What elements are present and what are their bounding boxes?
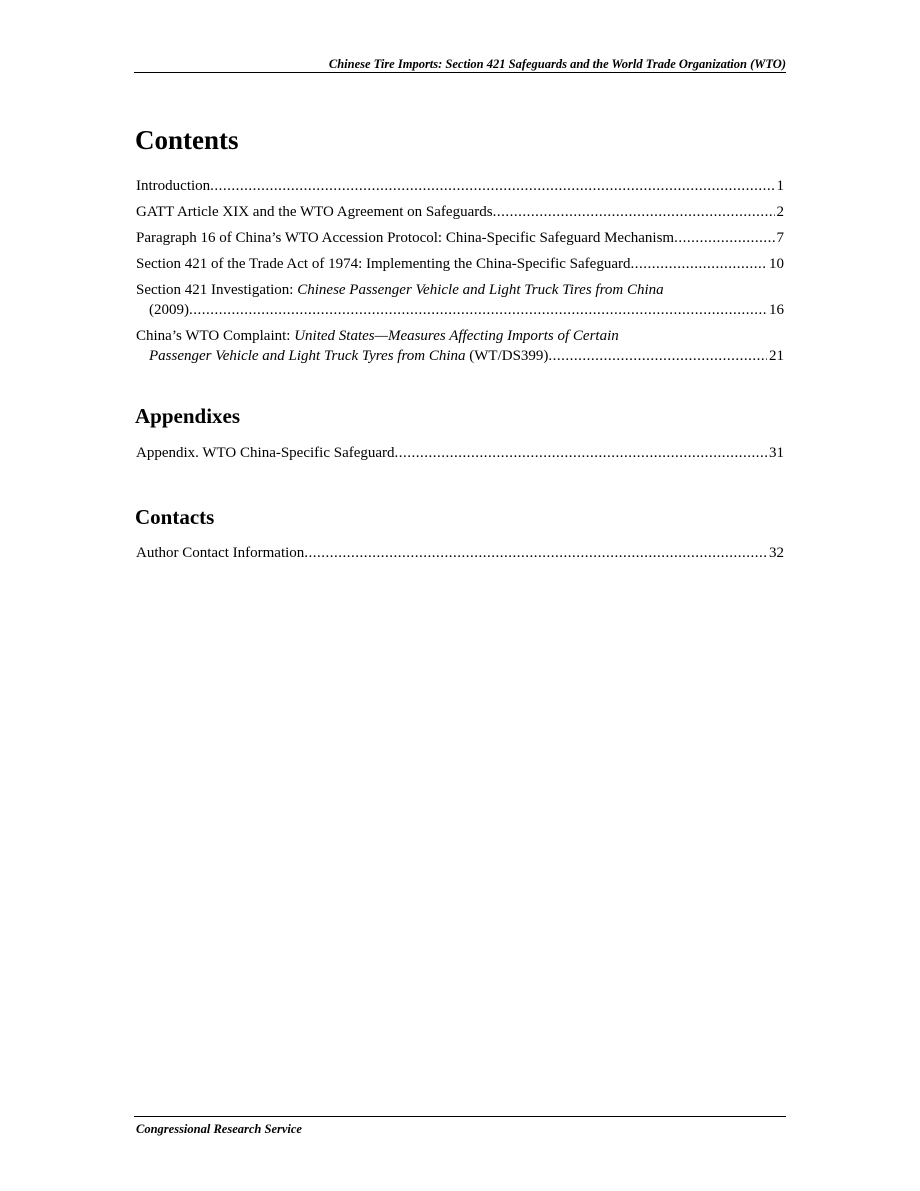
dot-leader bbox=[395, 443, 767, 463]
toc-entry-title-italic: Chinese Passenger Vehicle and Light Truck Tires from China bbox=[297, 282, 664, 298]
toc-entry-section-421-trade-act[interactable] bbox=[136, 254, 784, 274]
toc-page-number: 21 bbox=[769, 348, 784, 364]
toc-entry-introduction[interactable] bbox=[136, 176, 784, 196]
toc-entry-title-plain: China’s WTO Complaint: bbox=[136, 328, 295, 344]
contacts-heading: Contacts bbox=[135, 505, 215, 529]
toc-page-number: 1 bbox=[776, 178, 784, 194]
dot-leader bbox=[674, 228, 774, 248]
toc-entry-section-421-investigation[interactable] bbox=[136, 280, 784, 320]
running-header: Chinese Tire Imports: Section 421 Safeguards and the World Trade Organization (WTO) bbox=[328, 57, 786, 71]
dot-leader bbox=[548, 346, 767, 366]
footer-rule bbox=[134, 1116, 786, 1117]
header-rule bbox=[134, 72, 786, 73]
toc-page-number: 31 bbox=[769, 445, 784, 461]
dot-leader bbox=[189, 300, 767, 320]
toc-entry-title: GATT Article XIX and the WTO Agreement on Safeguards bbox=[136, 204, 493, 220]
toc-entry-title: Introduction bbox=[136, 178, 211, 194]
toc-entry-title-plain: Section 421 Investigation: bbox=[136, 282, 298, 298]
toc-page-number: 7 bbox=[776, 230, 784, 246]
toc-entry-title-plain-continued: (WT/DS399) bbox=[465, 348, 549, 364]
appendixes-list bbox=[136, 443, 784, 469]
dot-leader bbox=[304, 543, 767, 563]
toc-entry-china-wto-complaint[interactable] bbox=[136, 326, 784, 366]
toc-entry-title: Author Contact Information bbox=[136, 545, 305, 561]
toc-entry-title: Appendix. WTO China-Specific Safeguard bbox=[136, 445, 395, 461]
toc-page-number: 10 bbox=[769, 256, 784, 272]
contacts-list bbox=[136, 543, 784, 569]
toc-entry-appendix-safeguard[interactable] bbox=[136, 443, 784, 463]
contents-heading: Contents bbox=[135, 125, 239, 155]
toc-entry-title-italic-continued: Passenger Vehicle and Light Truck Tyres from China bbox=[149, 348, 466, 364]
toc-entry-title-continued: (2009) bbox=[149, 302, 189, 318]
appendixes-heading: Appendixes bbox=[135, 404, 241, 428]
toc-page-number: 16 bbox=[769, 302, 784, 318]
toc-entry-title-italic: United States—Measures Affecting Imports of Certain bbox=[294, 328, 619, 344]
toc-page-number: 32 bbox=[769, 545, 784, 561]
toc-entry-gatt-article-xix[interactable] bbox=[136, 202, 784, 222]
contents-list bbox=[136, 176, 784, 372]
toc-page-number: 2 bbox=[776, 204, 784, 220]
dot-leader bbox=[210, 176, 774, 196]
running-footer: Congressional Research Service bbox=[136, 1122, 302, 1136]
toc-entry-author-contact[interactable] bbox=[136, 543, 784, 563]
dot-leader bbox=[493, 202, 775, 222]
dot-leader bbox=[630, 254, 767, 274]
toc-entry-title: Paragraph 16 of China’s WTO Accession Protocol: China-Specific Safeguard Mechanism bbox=[136, 230, 675, 246]
toc-entry-title: Section 421 of the Trade Act of 1974: Implementing the China-Specific Safeguard bbox=[136, 256, 631, 272]
toc-entry-paragraph-16[interactable] bbox=[136, 228, 784, 248]
